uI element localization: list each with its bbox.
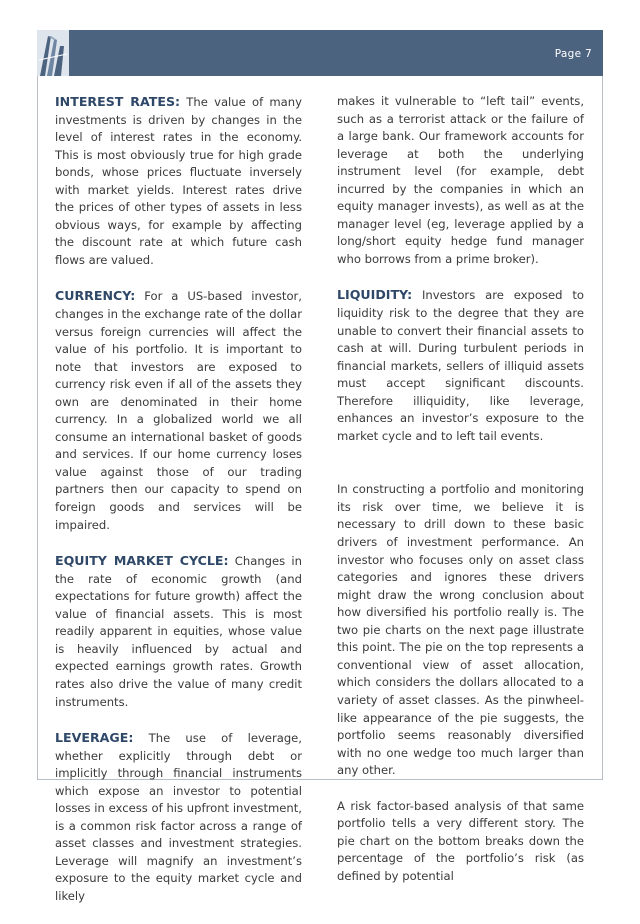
body-risk-factor-analysis: A risk factor-based analysis of that same portfolio tells a very different story. The pie chart on the bottom breaks down the percentage of the portfolio’s risk (as defined by potential xyxy=(337,798,584,883)
body-interest-rates: The value of many investments is driven by changes in the level of interest rates in the economy. This is most obviously true for high grade bonds, whose prices fluctuate inversely with market yields. Interest rates drive the prices of other types of assets in less obvious ways, for example by affecting the discount rate at which future cash flows are valued. xyxy=(55,95,302,267)
paragraph-risk-factor-analysis xyxy=(337,798,584,886)
paragraph-portfolio-construction xyxy=(337,481,584,779)
right-column xyxy=(337,93,584,903)
paragraph-interest-rates xyxy=(55,93,302,269)
body-liquidity: Investors are exposed to liquidity risk to the degree that they are unable to convert their financial assets to cash at will. During turbulent periods in financial markets, sellers of illiquid assets must accept significant discounts. Therefore illiquidity, like leverage, enhances an investor’s exposure to the market cycle and to left tail events. xyxy=(337,288,584,443)
paragraph-leverage xyxy=(55,729,302,905)
heading-liquidity: LIQUIDITY: xyxy=(337,287,413,303)
heading-leverage: LEVERAGE: xyxy=(55,730,134,746)
heading-currency: CURRENCY: xyxy=(55,288,136,304)
body-portfolio-construction: In constructing a portfolio and monitoring its risk over time, we believe it is necessary to drill down to these basic drivers of investment performance. An investor who focuses only on asset class categories and ignores these drivers might draw the wrong conclusion about how diversified his portfolio really is. The two pie charts on the next page illustrate this point. The pie on the top represents a conventional view of asset allocation, which considers the dollars allocated to a variety of asset classes. As the pinwheel-like appearance of the pie suggests, the portfolio seems reasonably diversified with no one wedge too much larger than any other. xyxy=(337,482,584,778)
paragraph-equity-market-cycle xyxy=(55,552,302,711)
left-column xyxy=(55,93,302,924)
page-number: Page 7 xyxy=(554,48,592,60)
building-logo-icon xyxy=(37,30,69,76)
paragraph-leverage-continued xyxy=(337,93,584,268)
body-leverage-continued: makes it vulnerable to “left tail” events, such as a terrorist attack or the failure of a large bank. Our framework accounts for leverage at both the underlying instrument level (for example, debt incurred by the companies in which an equity manager invests), as well as at the manager level (eg, leverage applied by a long/short equity hedge fund manager who borrows from a prime broker). xyxy=(337,94,584,266)
paragraph-liquidity xyxy=(337,286,584,445)
heading-interest-rates: INTEREST RATES: xyxy=(55,94,181,109)
heading-equity-market-cycle: EQUITY MARKET CYCLE: xyxy=(55,553,229,569)
body-currency: For a US-based investor, changes in the exchange rate of the dollar versus foreign currencies will affect the value of his portfolio. It is important to note that investors are exposed to currency risk even if all of the assets they own are denominated in their home currency. In a globalized world we all consume an international basket of goods and services. If our home currency loses value against those of our trading partners then our capacity to spend on foreign goods and services will be impaired. xyxy=(55,289,302,532)
spacer xyxy=(337,463,584,481)
paragraph-currency xyxy=(55,287,302,534)
body-leverage: The use of leverage, whether explicitly through debt or implicitly through financial instruments which expose an investor to potential losses in excess of his upfront investment, is a common risk factor across a range of asset classes and investment strategies. Leverage will magnify an investment’s exposure to the equity market cycle and likely xyxy=(55,731,302,903)
body-equity-market-cycle: Changes in the rate of economic growth (and expectations for future growth) affect the value of financial assets. This is most readily apparent in equities, whose value is heavily influenced by actual and expected earnings growth rates. Growth rates also drive the value of many credit instruments. xyxy=(55,554,303,709)
header-bar xyxy=(37,30,603,76)
